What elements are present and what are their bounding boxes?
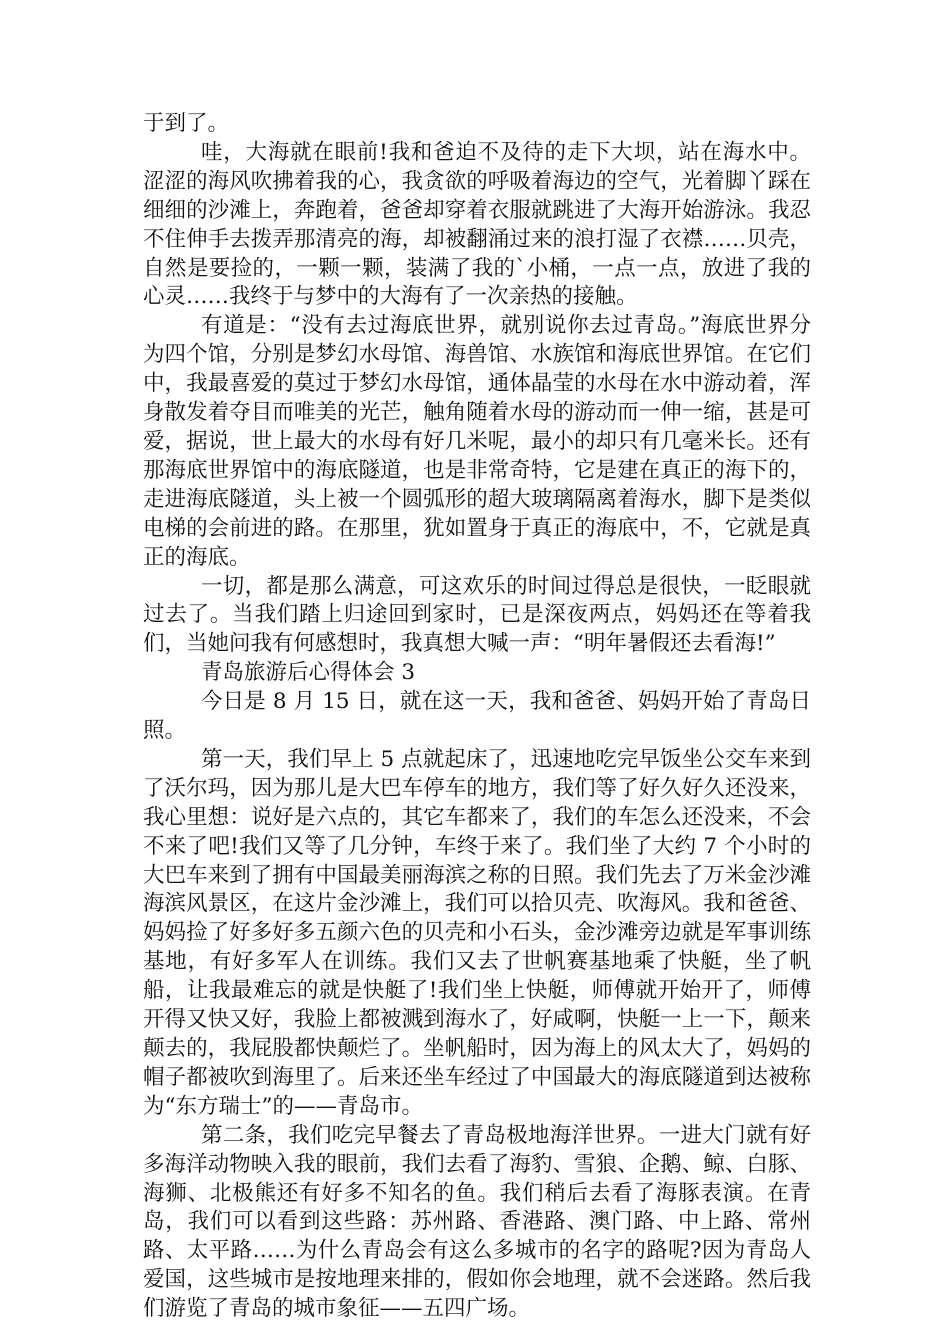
paragraph-day-one: 第一天，我们早上 5 点就起床了，迅速地吃完早饭坐公交车来到了沃尔玛，因为那儿是大巴车停车的地方，我们等了好久好久还没来，我心里想：说好是六点的，其它车都来了，我们的车怎么还没来，不会不来了吧!我们又等了几分钟，车终于来了。我们坐了大约 7 个小时的大巴车来到了拥有中国最美丽海滨之称的日照。我们先去了万米金沙滩海滨风景区，在这片金沙滩上，我们可以拾贝壳、吹海风。我和爸爸、妈妈捡了好多好多五颜六色的贝壳和小石头，金沙滩旁边就是军事训练基地，有好多军人在训练。我们又去了世帆赛基地乘了快艇，坐了帆船，让我最难忘的就是快艇了!我们坐上快艇，师傅就开始开了，师傅开得又快又好，我脸上都被溅到海水了，好咸啊，快艇一上一下，颠来颠去的，我屁股都快颠烂了。坐帆船时，因为海上的风太大了，妈妈的帽子都被吹到海里了。后来还坐车经过了中国最大的海底隧道到达被称为“东方瑞士”的——青岛市。 [143,746,811,1119]
section-heading: 青岛旅游后心得体会 3 [201,660,416,686]
document-body [143,110,811,1324]
paragraph-continuation: 于到了。 [143,111,230,136]
paragraph-return-home: 一切，都是那么满意，可这欢乐的时间过得总是很快，一眨眼就过去了。当我们踏上归途回到家时，已是深夜两点，妈妈还在等着我们，当她问我有何感想时，我真想大喊一声：“明年暑假还去看海!” [143,573,811,657]
paragraph-sea: 哇，大海就在眼前!我和爸迫不及待的走下大坝，站在海水中。涩涩的海风吹拂着我的心，我贪欲的呼吸着海边的空气，光着脚丫踩在细细的沙滩上，奔跑着，爸爸却穿着衣服就跳进了大海开始游泳。我忍不住伸手去拨弄那清亮的海，却被翻涌过来的浪打湿了衣襟……贝壳，自然是要捡的，一颗一颗，装满了我的`小桶，一点一点，放进了我的心灵……我终于与梦中的大海有了一次亲热的接触。 [143,139,811,310]
paragraph-day-two: 第二条，我们吃完早餐去了青岛极地海洋世界。一进大门就有好多海洋动物映入我的眼前，我们去看了海豹、雪狼、企鹅、鲸、白豚、海狮、北极熊还有好多不知名的鱼。我们稍后去看了海豚表演。在青岛，我们可以看到这些路：苏州路、香港路、澳门路、中上路、常州路、太平路……为什么青岛会有这么多城市的名字的路呢?因为青岛人爱国，这些城市是按地理来排的，假如你会地理，就不会迷路。然后我们游览了青岛的城市象征——五四广场。 [143,1122,811,1322]
paragraph-underwater-world: 有道是：“没有去过海底世界，就别说你去过青岛。”海底世界分为四个馆，分别是梦幻水母馆、海兽馆、水族馆和海底世界馆。在它们中，我最喜爱的莫过于梦幻水母馆，通体晶莹的水母在水中游动着，浑身散发着夺目而唯美的光芒，触角随着水母的游动而一伸一缩，甚是可爱，据说，世上最大的水母有好几米呢，最小的却只有几毫米长。还有那海底世界馆中的海底隧道，也是非常奇特，它是建在真正的海下的，走进海底隧道，头上被一个圆弧形的超大玻璃隔离着海水，脚下是类似电梯的会前进的路。在那里，犹如置身于真正的海底中，不，它就是真正的海底。 [143,313,811,570]
paragraph-intro: 今日是 8 月 15 日，就在这一天，我和爸爸、妈妈开始了青岛日照。 [143,689,811,744]
